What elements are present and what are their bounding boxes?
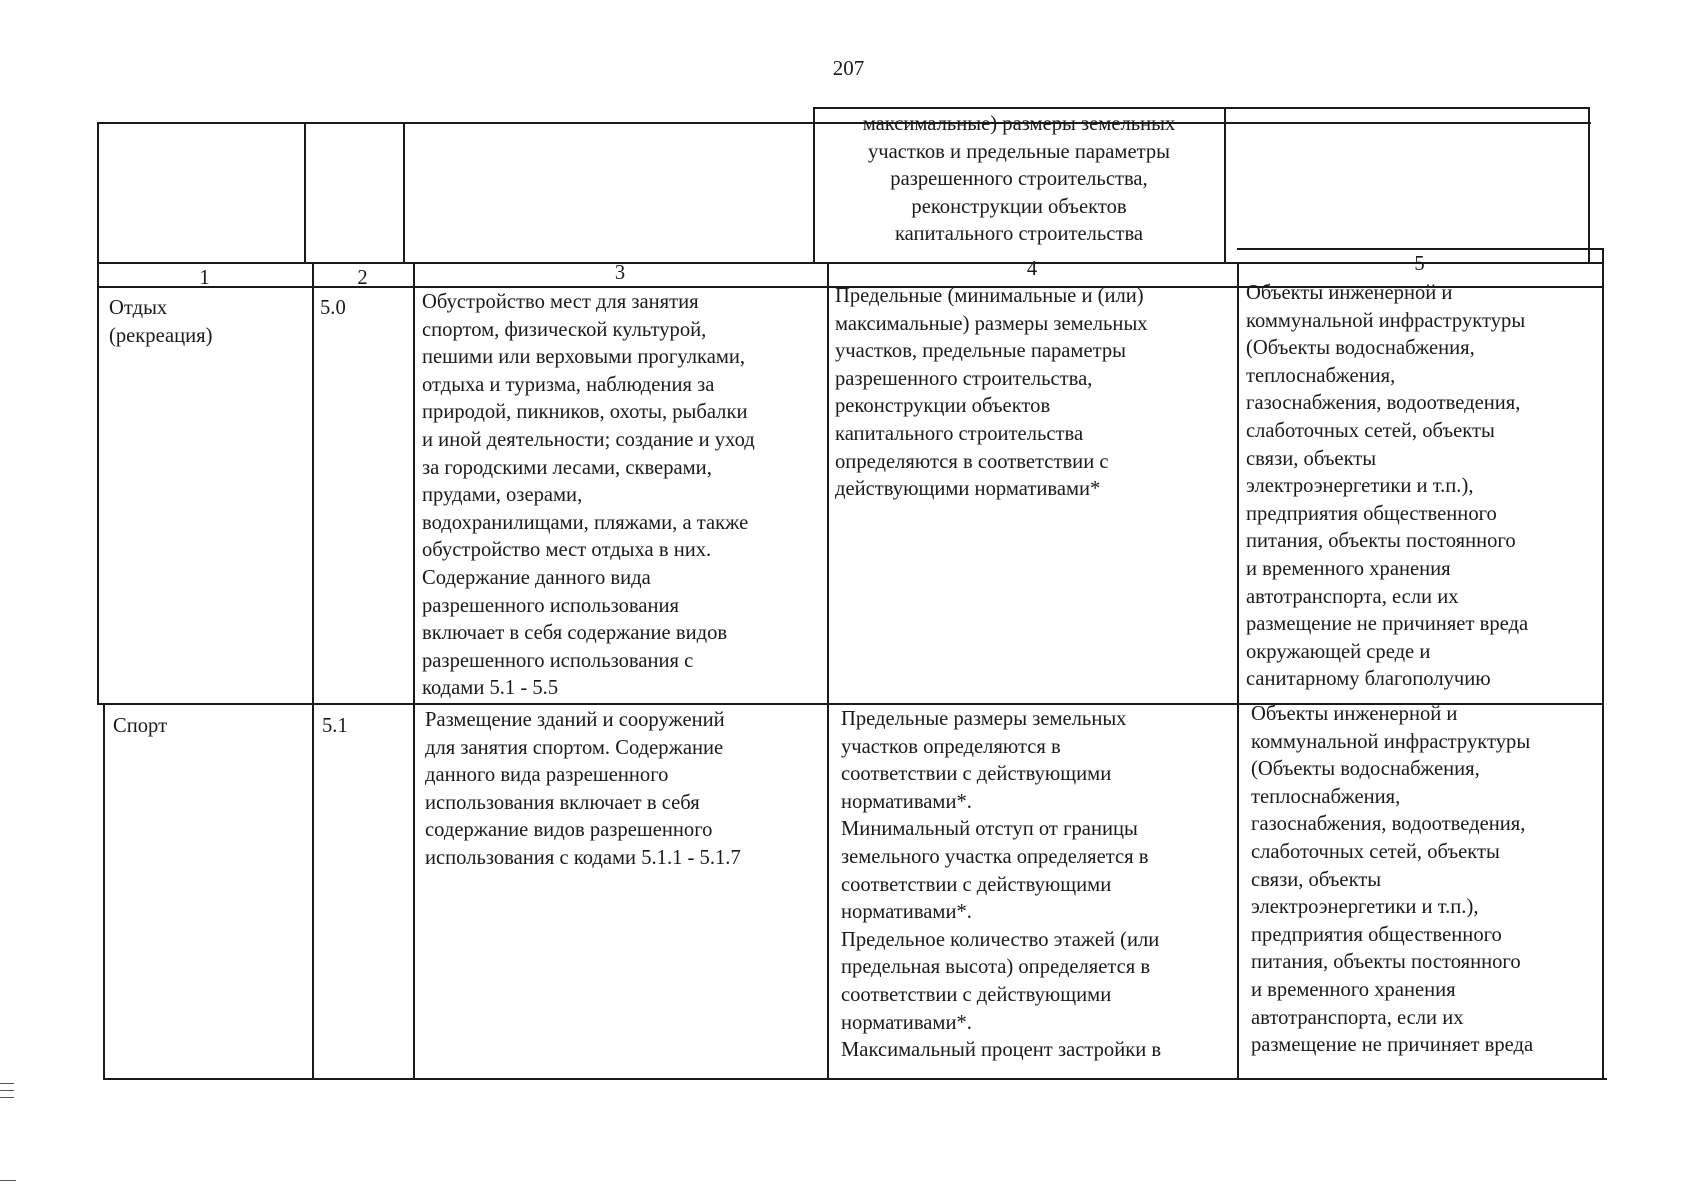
continued-header-parameters: [815, 111, 1223, 249]
row-code: 5.0: [320, 297, 346, 319]
row-parameters: Предельные (минимальные и (или) максимальные) размеры земельных участков, предельные параметры разрешенного строительства, реконструкции объектов капитального строительства определяются в соответствии с действующими нормативами*: [835, 285, 1148, 501]
column-number-5: 5: [1414, 253, 1425, 275]
row-name: [113, 713, 167, 741]
column-number-3: 3: [614, 262, 626, 284]
row-code: 5.1: [322, 715, 348, 737]
row-name: [109, 295, 213, 350]
row-description: Обустройство мест для занятия спортом, физической культурой, пешими или верховыми прогулками, отдыха и туризма, наблюдения за природой, пикников, охоты, рыбалки и иной деятельности; создание и уход за городскими лесами, скверами, прудами, озерами, водохранилищами, пляжами, а также обустройство мест отдыха в них. Содержание данного вида разрешенного использования включает в себя содержание видов разрешенного использования с кодами 5.1 - 5.5: [422, 291, 755, 700]
header-line: разрешенного строительства,: [890, 168, 1148, 191]
row-parameters: Предельные размеры земельных участков определяются в соответствии с действующими нормативами*. Минимальный отступ от границы земельного участка определяется в соответствии с действующими нормативами*. Предельное количество этажей (или предельная высота) определяется в соответствии с действующими нормативами*. Максимальный процент застройки в: [841, 708, 1162, 1062]
header-line: участков и предельные параметры: [867, 140, 1170, 163]
row-name-line: Отдых: [109, 297, 168, 319]
row-name-line: Спорт: [113, 715, 168, 737]
header-line: реконструкции объектов: [911, 195, 1127, 218]
row-name-line: (рекреация): [109, 324, 213, 347]
row-auxiliary: Объекты инженерной и коммунальной инфраструктуры (Объекты водоснабжения, теплоснабжения, газоснабжения, водоотведения, слаботочных сетей, объекты связи, объекты электроэнергетики и т.п.), предприятия общественного питания, объекты постоянного и временного хранения автотранспорта, если их размещение не причиняет вреда: [1251, 703, 1534, 1057]
column-number-4: 4: [1026, 258, 1038, 280]
page-number: 207: [832, 56, 865, 80]
row-description: Размещение зданий и сооружений для занятия спортом. Содержание данного вида разрешенного использования включает в себя содержание видов разрешенного использования с кодами 5.1.1 - 5.1.7: [425, 709, 741, 869]
column-number-2: 2: [357, 267, 368, 289]
header-line: максимальные) размеры земельных: [862, 113, 1176, 135]
header-line: капитального строительства: [894, 223, 1144, 246]
column-number-1: 1: [199, 267, 210, 289]
row-auxiliary: Объекты инженерной и коммунальной инфраструктуры (Объекты водоснабжения, теплоснабжения, газоснабжения, водоотведения, слаботочных сетей, объекты связи, объекты электроэнергетики и т.п.), предприятия общественного питания, объекты постоянного и временного хранения автотранспорта, если их размещение не причиняет вреда окружающей среде и санитарному благополучию: [1246, 282, 1529, 691]
